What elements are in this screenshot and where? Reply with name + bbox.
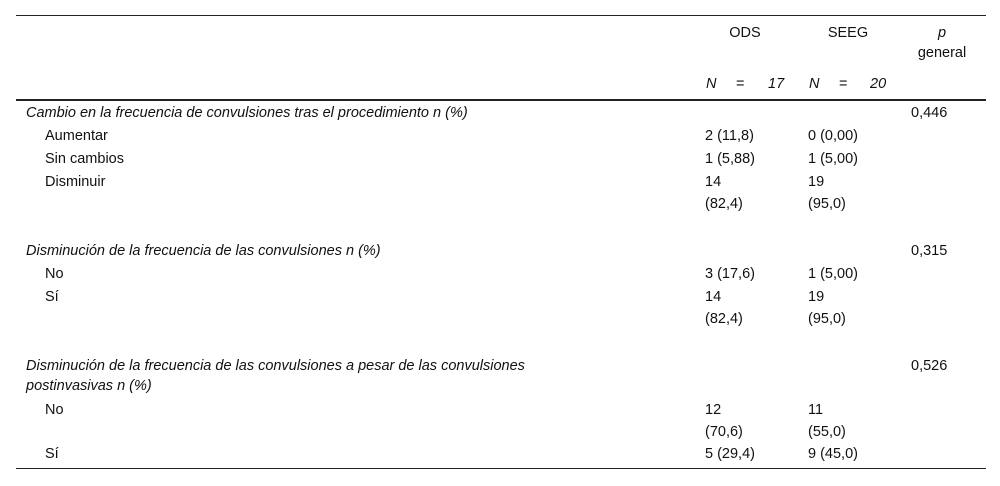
- cell-seeg: 19: [808, 289, 825, 305]
- top-rule: [16, 15, 986, 16]
- cell-ods: 14: [705, 289, 722, 305]
- row-label: No: [45, 402, 64, 418]
- row-label: Sí: [45, 446, 59, 462]
- p-value: 0,315: [911, 243, 948, 259]
- n-label-seeg: N: [809, 76, 820, 92]
- cell-seeg-cont: (95,0): [808, 196, 846, 212]
- cell-ods: 14: [705, 174, 722, 190]
- cell-seeg: 11: [808, 402, 824, 418]
- section-title: Cambio en la frecuencia de convulsiones tras el procedimiento n (%): [26, 105, 468, 121]
- cell-seeg-cont: (95,0): [808, 311, 846, 327]
- p-value: 0,526: [911, 358, 948, 374]
- cell-ods-cont: (82,4): [705, 196, 743, 212]
- cell-ods: 2 (11,8): [705, 128, 754, 144]
- cell-ods: 1 (5,88): [705, 151, 755, 167]
- cell-ods: 12: [705, 402, 722, 418]
- n-eq-ods: =: [736, 76, 745, 92]
- bottom-rule: [16, 468, 986, 469]
- header-seeg: SEEG: [827, 25, 869, 41]
- n-eq-seeg: =: [839, 76, 848, 92]
- cell-seeg: 0 (0,00): [808, 128, 858, 144]
- n-value-ods: 17: [768, 76, 785, 92]
- cell-ods-cont: (82,4): [705, 311, 743, 327]
- cell-seeg-cont: (55,0): [808, 424, 846, 440]
- n-label-ods: N: [706, 76, 717, 92]
- header-ods: ODS: [729, 25, 761, 41]
- cell-ods: 3 (17,6): [705, 266, 755, 282]
- row-label: Sí: [45, 289, 59, 305]
- section-title: Disminución de la frecuencia de las convulsiones a pesar de las convulsiones: [26, 358, 525, 374]
- row-label: Sin cambios: [45, 151, 124, 167]
- cell-seeg: 1 (5,00): [808, 266, 858, 282]
- row-label: No: [45, 266, 64, 282]
- cell-ods-cont: (70,6): [705, 424, 743, 440]
- row-label: Disminuir: [45, 174, 106, 190]
- cell-seeg: 9 (45,0): [808, 446, 858, 462]
- n-value-seeg: 20: [870, 76, 887, 92]
- header-p: p: [937, 25, 947, 41]
- p-value: 0,446: [911, 105, 948, 121]
- section-title-cont: postinvasivas n (%): [26, 378, 152, 394]
- header-rule: [16, 99, 986, 101]
- row-label: Aumentar: [45, 128, 108, 144]
- cell-ods: 5 (29,4): [705, 446, 755, 462]
- cell-seeg: 19: [808, 174, 825, 190]
- header-general: general: [917, 45, 967, 61]
- section-title: Disminución de la frecuencia de las convulsiones n (%): [26, 243, 381, 259]
- cell-seeg: 1 (5,00): [808, 151, 858, 167]
